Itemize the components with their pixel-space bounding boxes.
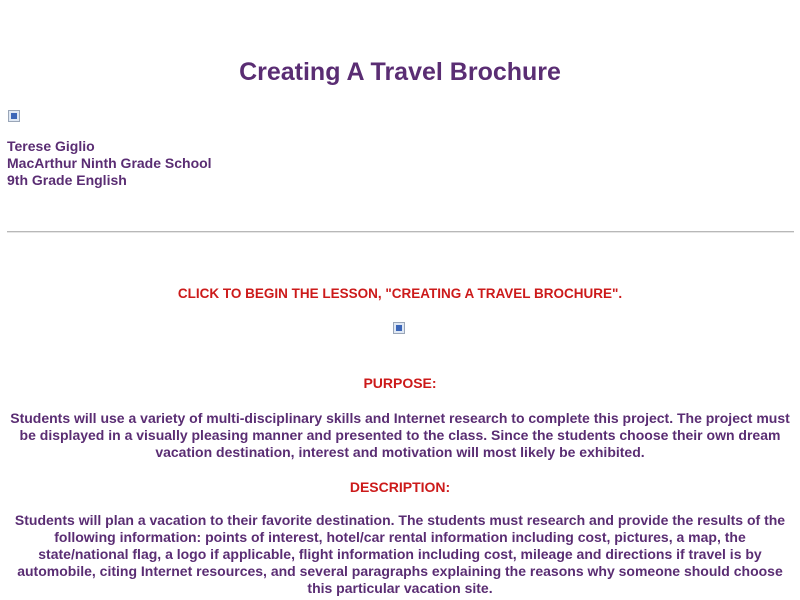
horizontal-divider bbox=[7, 231, 794, 233]
author-subject: 9th Grade English bbox=[7, 172, 127, 188]
begin-lesson-link[interactable]: CLICK TO BEGIN THE LESSON, "CREATING A TRAVEL BROCHURE". bbox=[177, 286, 623, 301]
lesson-image-icon[interactable] bbox=[393, 322, 405, 334]
author-name: Terese Giglio bbox=[7, 138, 95, 154]
page-title: Creating A Travel Brochure bbox=[239, 58, 561, 86]
author-info bbox=[7, 138, 212, 189]
author-school: MacArthur Ninth Grade School bbox=[7, 155, 212, 171]
description-heading: DESCRIPTION: bbox=[349, 479, 451, 495]
description-paragraph: Students will plan a vacation to their favorite destination. The students must research and provide the results of the following information: points of interest, hotel/car rental information including cost, pictures, a map, the state/national flag, a logo if applicable, flight information including cost, mileage and directions if travel is by automobile, citing Internet resources, and several paragraphs explaining the reasons why someone should choose this particular vacation site. bbox=[14, 512, 786, 596]
purpose-paragraph: Students will use a variety of multi-disciplinary skills and Internet research to complete this project. The project must be displayed in a visually pleasing manner and presented to the class. Since the students choose their own dream vacation destination, interest and motivation will most likely be exhibited. bbox=[10, 410, 790, 460]
purpose-heading: PURPOSE: bbox=[363, 375, 437, 391]
broken-image-icon[interactable] bbox=[8, 110, 20, 122]
